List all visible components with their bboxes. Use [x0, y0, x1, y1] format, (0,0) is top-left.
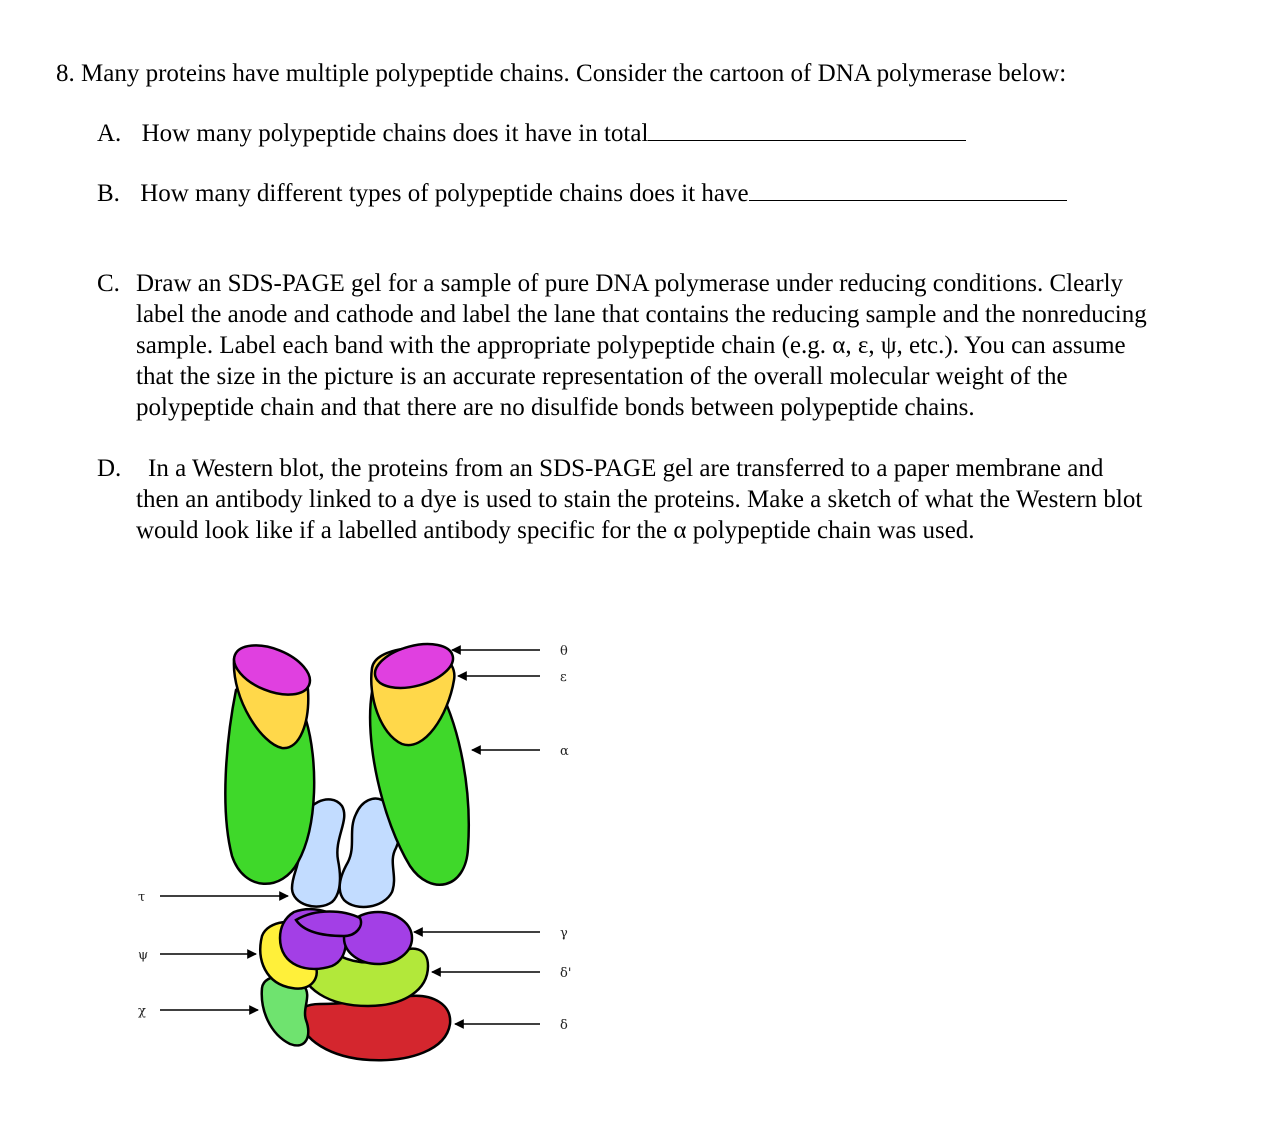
label-theta: θ	[560, 644, 568, 659]
part-c-line: polypeptide chain and that there are no disulfide bonds between polypeptide chains.	[136, 394, 975, 421]
part-c-line: Draw an SDS-PAGE gel for a sample of pure DNA polymerase under reducing conditions. Clearly	[136, 270, 1124, 297]
label-epsilon: ε	[560, 670, 567, 685]
part-c-line: that the size in the picture is an accurate representation of the overall molecular weight of the	[136, 363, 1068, 390]
part-d-line: then an antibody linked to a dye is used to stain the proteins. Make a sketch of what the Western blot	[136, 486, 1143, 513]
label-delta-prime: δ'	[560, 966, 572, 981]
part-b-label: B.	[97, 180, 120, 207]
part-a-label: A.	[97, 120, 122, 147]
part-d-line: would look like if a labelled antibody specific for the α polypeptide chain was used.	[136, 517, 975, 544]
label-delta: δ	[560, 1018, 568, 1033]
part-d-line: In a Western blot, the proteins from an SDS-PAGE gel are transferred to a paper membrane and	[148, 455, 1104, 482]
part-d-label: D.	[97, 455, 122, 482]
part-b-text: How many different types of polypeptide chains does it have	[140, 180, 749, 207]
part-c-label: C.	[97, 270, 120, 297]
question-intro: 8. Many proteins have multiple polypeptide chains. Consider the cartoon of DNA polymerase below:	[56, 60, 1067, 87]
part-a-text: How many polypeptide chains does it have in total	[141, 120, 649, 147]
label-chi: χ	[138, 1004, 146, 1019]
label-gamma: γ	[560, 926, 568, 941]
label-psi: ψ	[138, 948, 149, 963]
part-c-line: sample. Label each band with the appropriate polypeptide chain (e.g. α, ε, ψ, etc.). You can assume	[136, 332, 1126, 359]
part-c-line: label the anode and cathode and label the lane that contains the reducing sample and the nonreducing	[136, 301, 1147, 328]
label-tau: τ	[138, 890, 146, 905]
label-alpha: α	[560, 744, 569, 759]
